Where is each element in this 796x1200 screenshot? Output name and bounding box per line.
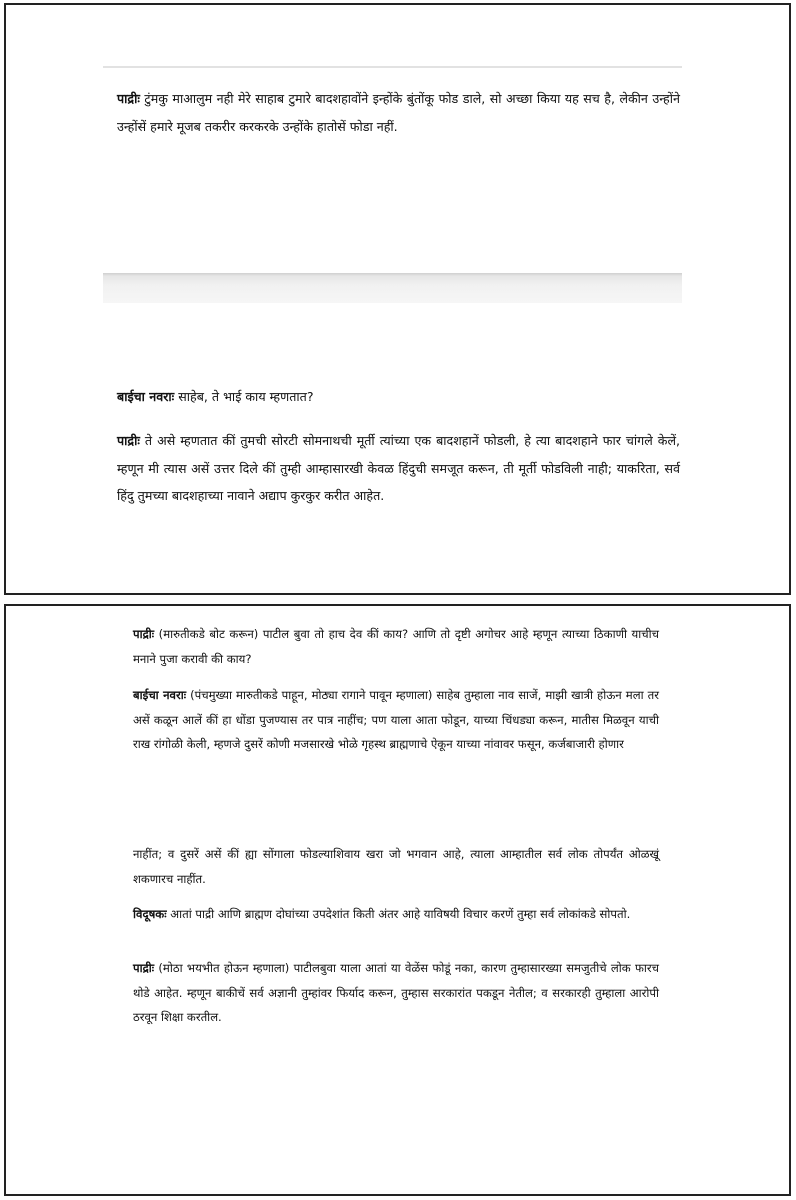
speaker-label: पाद्रीः <box>117 433 140 448</box>
dialogue-continuation: नाहींत; व दुसरें असें कीं ह्या सोंगाला फोडल्याशिवाय खरा जो भगवान आहे, त्याला आम्हातील सर्व लोक तोपर्यंत ओळखूं शकणारच नाहींत. <box>133 847 659 886</box>
dialogue-text: आतां पाद्री आणि ब्राह्मण दोघांच्या उपदेशांत किती अंतर आहे याविषयी विचार करणें तुम्हा सर्व लोकांकडे सोपतो. <box>166 907 631 921</box>
page-panel-bottom <box>4 604 791 1196</box>
dialogue-text: साहेब, ते भाई काय म्हणतात? <box>174 389 314 404</box>
dialogue-line <box>117 427 680 510</box>
speaker-label: पाद्रीः <box>133 627 155 641</box>
dialogue-text: (मारुतीकडे बोट करून) पाटील बुवा तो हाच देव कीं काय? आणि तो दृष्टी अगोचर आहे म्हणून त्याच्या ठिकाणी याचीच मनाने पुजा करावी की काय? <box>133 627 659 666</box>
speaker-label: बाईचा नवराः <box>117 389 175 404</box>
dialogue-line <box>133 622 659 671</box>
dialogue-line <box>117 85 680 140</box>
page-break-band <box>103 273 682 303</box>
page-top-divider <box>103 66 682 68</box>
dialogue-text: (मोठा भयभीत होऊन म्हणाला) पाटीलबुवा याला आतां या वेळेंस फोडूं नका, कारण तुम्हासारख्या समजुतीचे लोक फारच थोडे आहेत. म्हणून बाकीचें सर्व अज्ञानी तुम्हांवर फिर्याद करून, तुम्हास सरकारांत पकडून नेतील; व सरकारही तुम्हाला आरोपी ठरवून शिक्षा करतील. <box>133 961 659 1024</box>
dialogue-text: टुंमकु माआलुम नही मेरे साहाब टुमारे बादशहावोंने इन्होंके बुंतोंकू फोड डाले, सो अच्छा किया यह सच है, लेकीन उन्होंने उन्होंसें हमारे मूजब तकरीर करकरके उन्होंके हातोसें फोडा नहीं. <box>117 91 680 134</box>
speaker-label: पाद्रीः <box>133 961 155 975</box>
dialogue-line <box>133 902 659 927</box>
speaker-label: पाद्रीः <box>117 91 140 106</box>
speaker-label: विदूषकः <box>133 907 167 921</box>
page-panel-top <box>4 3 791 595</box>
dialogue-line <box>117 383 680 411</box>
dialogue-text: ते असे म्हणतात कीं तुमची सोरटी सोमनाथची मूर्ती त्यांच्या एक बादशहानें फोडली, हे त्या बादशहाने फार चांगले केलें, म्हणून मी त्यास असें उत्तर दिले कीं तुम्ही आम्हासारखी केवळ हिंदुची समजूत करून, ती मूर्ती फोडविली नाही; याकरिता, सर्व हिंदु तुमच्या बादशहाच्या नावाने अद्याप कुरकुर करीत आहेत. <box>117 433 680 503</box>
speaker-label: बाईचा नवराः <box>133 688 187 702</box>
dialogue-text: (पंचमुख्या मारुतीकडे पाहून, मोठ्या रागाने पावून म्हणाला) साहेब तुम्हाला नाव साजें, माझी खात्री होऊन मला तर असें कळून आलें कीं हा धोंडा पुजण्यास तर पात्र नाहींच; पण याला आता फोडून, याच्या चिंधड्या करून, मातीस मिळवून याची राख रांगोळी केली, म्हणजे दुसरें कोणी मजसारखे भोळे गृहस्थ ब्राह्मणाचे ऐकून याच्या नांवावर फसून, कर्जबाजारी होणार <box>133 688 659 751</box>
dialogue-line <box>133 956 659 1030</box>
dialogue-line <box>133 683 659 757</box>
